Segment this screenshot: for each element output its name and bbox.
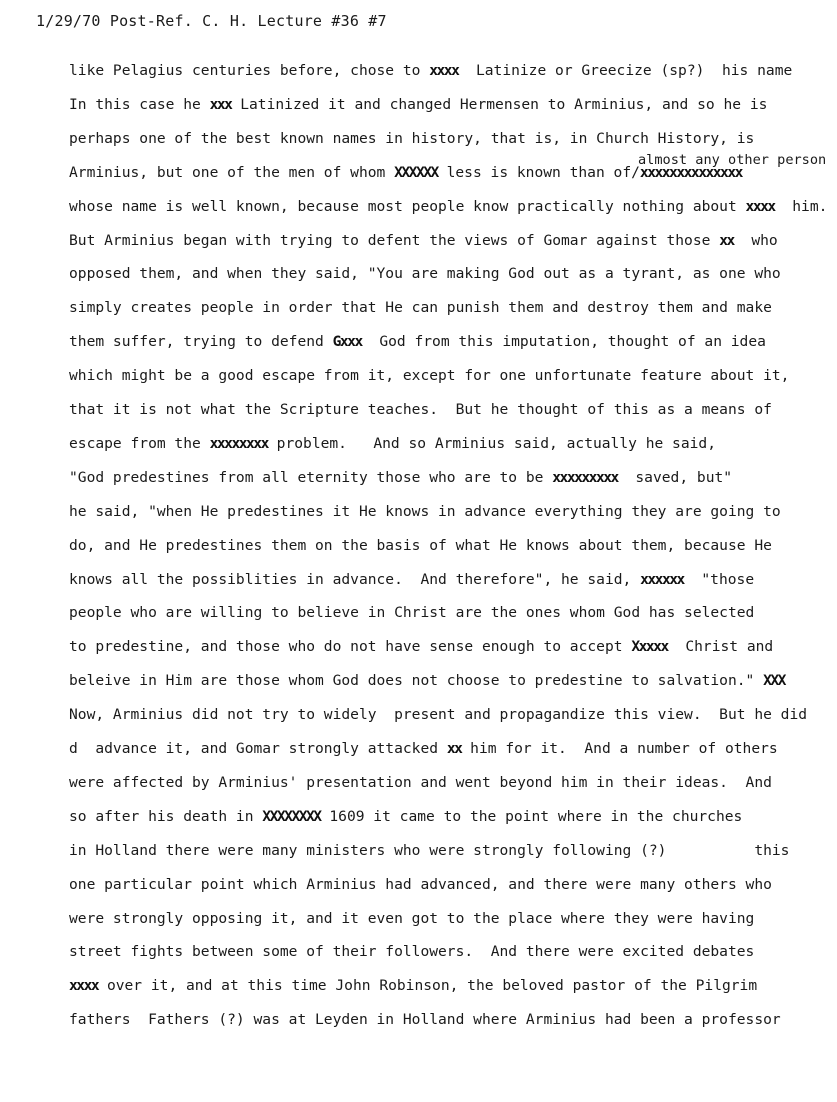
line-text: that it is not what the Scripture teaches. But he thought of this as a means of [69,401,772,418]
text-line [69,503,781,520]
struck-out-text: xxxx [429,62,459,79]
struck-out-text: XXXXXX [394,163,438,181]
line-text: God from this imputation, thought of an idea [361,333,766,351]
line-text: one particular point which Arminius had advanced, and there were many others who [69,875,772,893]
line-text: which might be a good escape from it, except for one unfortunate feature about it, [69,367,790,385]
line-text: beleive in Him are those whom God does not choose to predestine to salvation." [69,672,764,690]
struck-out-text: xxxx [69,977,99,995]
text-line [69,977,757,994]
margin-note: almost any other person [638,152,827,168]
text-line [69,571,754,588]
text-line [69,740,778,757]
text-line [69,130,754,147]
line-text: who [733,231,778,249]
line-text: perhaps one of the best known names in history, that is, in Church History, is [69,129,755,147]
text-line [69,672,785,689]
line-text: Now, Arminius did not try to widely present and propagandize this view. But he did [69,706,808,724]
line-text: people who are willing to believe in Christ are the ones whom God has selected [69,604,755,622]
struck-out-text: xxx [209,95,232,113]
line-text: escape from the [69,434,210,452]
text-line [69,604,754,621]
line-text: "those [683,570,755,588]
text-line [69,62,792,79]
text-line [69,943,754,960]
line-text: "God predestines from all eternity those who are to be [69,468,553,486]
line-text: whose name is well known, because most people know practically nothing about [69,197,746,215]
text-line [69,435,716,452]
line-text: simply creates people in order that He can punish them and destroy them and make [69,299,772,317]
line-text: over it, and at this time John Robinson, the beloved pastor of the Pilgrim [98,977,758,995]
line-text: opposed them, and when they said, "You are making God out as a tyrant, as one who [69,265,781,283]
line-text: them suffer, trying to defend [69,333,333,351]
line-text: so after his death in [69,807,263,825]
struck-out-text: xx [446,740,462,757]
line-text: Latinize or Greecize (sp?) his name [458,62,793,79]
struck-out-text: Xxxxx [631,638,668,656]
line-text: knows all the possiblities in advance. And therefore", he said, [69,570,641,588]
struck-out-text: Gxxx [332,333,362,351]
text-line [69,876,772,893]
text-line [69,910,754,927]
line-text: In this case he [69,95,210,113]
text-line [69,401,772,418]
text-line [69,1011,781,1028]
line-text: in Holland there were many ministers who were strongly following (?) this [69,841,790,859]
line-text: were strongly opposing it, and it even got to the place where they were having [69,909,755,927]
text-line [69,808,742,825]
text-line [69,232,778,249]
struck-out-text: xxxxxxxx [209,434,268,452]
text-line [69,638,773,655]
line-text: fathers Fathers (?) was at Leyden in Holland where Arminius had been a professor [69,1011,781,1029]
line-text: to predestine, and those who do not have sense enough to accept [69,638,632,656]
text-line [69,299,772,316]
line-text: saved, but" [617,468,733,486]
line-text: 1609 it came to the point where in the churches [320,807,743,825]
line-text: less is known than of/ [437,163,640,181]
line-text: him. [774,197,828,215]
struck-out-text: XXXXXXXX [262,807,321,825]
line-text: were affected by Arminius' presentation and went beyond him in their ideas. And [69,773,772,791]
text-line [69,96,767,113]
line-text: he said, "when He predestines it He knows in advance everything they are going to [69,502,781,520]
line-text: do, and He predestines them on the basis of what He knows about them, because He [69,536,772,554]
text-line [69,164,742,181]
line-text: Latinized it and changed Hermensen to Arminius, and so he is [231,95,768,113]
text-line [69,706,807,723]
text-line [69,198,827,215]
struck-out-text: XXX [763,672,785,690]
text-line [69,842,789,859]
struck-out-text: xxxxxxxxx [552,468,618,486]
text-line [69,333,766,350]
page-header: 1/29/70 Post-Ref. C. H. Lecture #36 #7 [36,12,387,30]
text-line [69,774,772,791]
line-text: Christ and [667,638,774,656]
text-line [69,265,781,282]
struck-out-text: xxxxxxxxxxxxxx [639,163,742,181]
struck-out-text: xxxx [745,197,775,215]
struck-out-text: xxxxxx [640,570,684,588]
line-text: like Pelagius centuries before, chose to [69,62,430,79]
line-text: street fights between some of their followers. And there were excited debates [69,943,755,961]
line-text: d advance it, and Gomar strongly attacked [69,740,447,757]
line-text: him for it. And a number of others [461,740,778,757]
text-line [69,537,772,554]
line-text: Arminius, but one of the men of whom [69,163,395,181]
text-line [69,367,789,384]
line-text: problem. And so Arminius said, actually he said, [267,434,716,452]
line-text: But Arminius began with trying to defent the views of Gomar against those [69,231,720,249]
text-line [69,469,732,486]
struck-out-text: xx [719,231,734,249]
